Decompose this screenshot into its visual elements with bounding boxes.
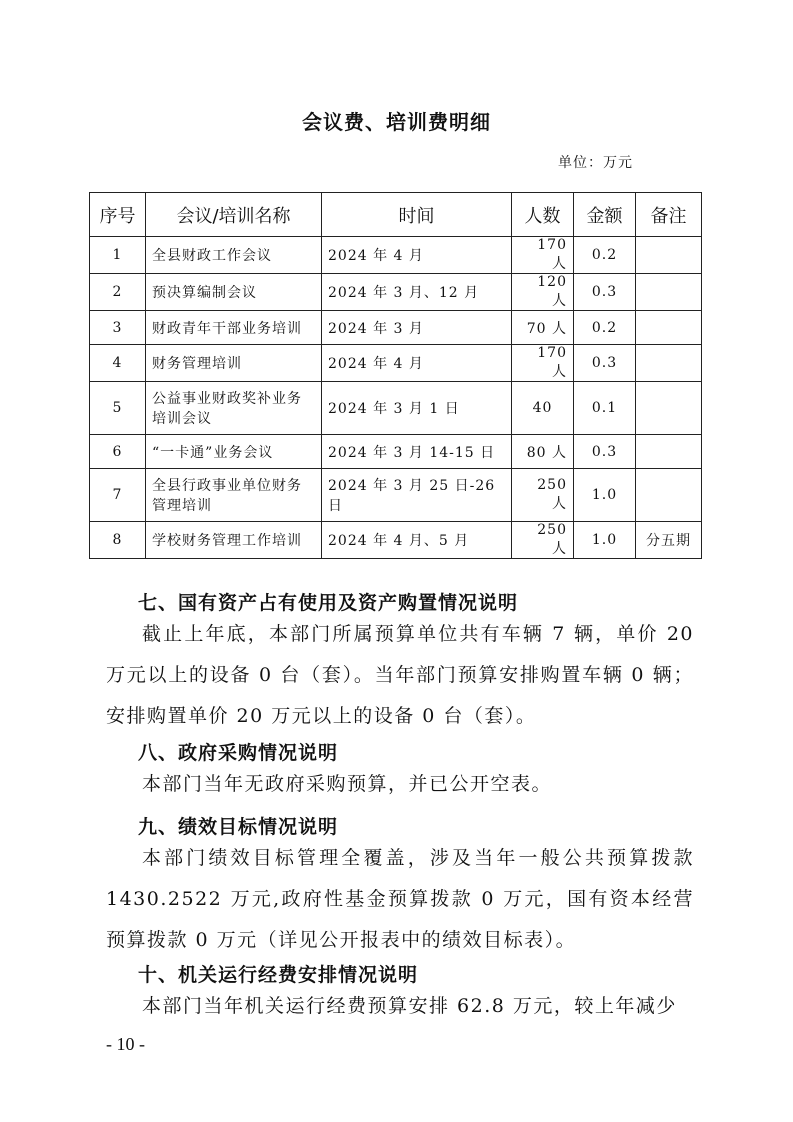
table-row xyxy=(90,274,702,311)
row-amount: 0.3 xyxy=(574,274,636,311)
row-people: 120 人 xyxy=(512,274,574,311)
table-row xyxy=(90,382,702,435)
row-amount: 0.1 xyxy=(574,382,636,435)
section-body-procurement: 本部门当年无政府采购预算，并已公开空表。 xyxy=(142,773,553,795)
row-time: 2024 年 3 月 25 日-26 日 xyxy=(322,469,512,522)
row-remark xyxy=(636,435,702,469)
header-amount: 金额 xyxy=(574,193,636,237)
row-remark: 分五期 xyxy=(636,522,702,559)
row-amount: 1.0 xyxy=(574,522,636,559)
row-amount: 0.3 xyxy=(574,435,636,469)
row-amount: 1.0 xyxy=(574,469,636,522)
row-people: 70 人 xyxy=(512,311,574,345)
row-amount: 0.3 xyxy=(574,345,636,382)
row-people: 80 人 xyxy=(512,435,574,469)
header-time: 时间 xyxy=(322,193,512,237)
row-remark xyxy=(636,345,702,382)
row-people: 170 人 xyxy=(512,345,574,382)
row-index: 2 xyxy=(90,274,146,311)
section-heading-assets: 七、国有资产占有使用及资产购置情况说明 xyxy=(138,592,519,614)
meeting-training-table xyxy=(89,192,702,559)
row-time: 2024 年 4 月、5 月 xyxy=(322,522,512,559)
table-header-row xyxy=(90,193,702,237)
row-remark xyxy=(636,274,702,311)
section-heading-operating-costs: 十、机关运行经费安排情况说明 xyxy=(138,964,419,986)
table-row xyxy=(90,311,702,345)
table-title: 会议费、培训费明细 xyxy=(302,110,491,134)
section-body-assets: 截止上年底，本部门所属预算单位共有车辆 7 辆，单价 20 万元以上的设备 0 台（套）。当年部门预算安排购置车辆 0 辆；安排购置单价 20 万元以上的设备 0 台（套）。 xyxy=(106,623,694,727)
page-number: - 10 - xyxy=(106,1034,145,1054)
section-heading-performance: 九、绩效目标情况说明 xyxy=(138,816,339,838)
unit-label: 单位：万元 xyxy=(558,155,633,171)
row-name: 学校财务管理工作培训 xyxy=(146,522,322,559)
row-people: 40 xyxy=(512,382,574,435)
row-time: 2024 年 3 月、12 月 xyxy=(322,274,512,311)
table-row xyxy=(90,237,702,274)
row-amount: 0.2 xyxy=(574,237,636,274)
section-heading-procurement: 八、政府采购情况说明 xyxy=(138,742,339,764)
row-remark xyxy=(636,311,702,345)
row-index: 1 xyxy=(90,237,146,274)
row-index: 3 xyxy=(90,311,146,345)
row-people: 250 人 xyxy=(512,469,574,522)
table-row xyxy=(90,345,702,382)
header-remark: 备注 xyxy=(636,193,702,237)
row-time: 2024 年 4 月 xyxy=(322,345,512,382)
row-name: 财务管理培训 xyxy=(146,345,322,382)
row-index: 7 xyxy=(90,469,146,522)
row-index: 5 xyxy=(90,382,146,435)
row-name: 公益事业财政奖补业务培训会议 xyxy=(146,382,322,435)
row-name: 全县行政事业单位财务管理培训 xyxy=(146,469,322,522)
section-body-performance: 本部门绩效目标管理全覆盖，涉及当年一般公共预算拨款 1430.2522 万元,政府性基金预算拨款 0 万元，国有资本经营预算拨款 0 万元（详见公开报表中的绩效目标表）。 xyxy=(106,847,694,951)
row-time: 2024 年 3 月 1 日 xyxy=(322,382,512,435)
row-time: 2024 年 4 月 xyxy=(322,237,512,274)
row-time: 2024 年 3 月 xyxy=(322,311,512,345)
row-name: 财政青年干部业务培训 xyxy=(146,311,322,345)
header-name: 会议/培训名称 xyxy=(146,193,322,237)
row-name: “一卡通”业务会议 xyxy=(146,435,322,469)
row-time: 2024 年 3 月 14-15 日 xyxy=(322,435,512,469)
row-amount: 0.2 xyxy=(574,311,636,345)
section-body-operating-costs: 本部门当年机关运行经费预算安排 62.8 万元，较上年减少 xyxy=(142,995,677,1017)
row-index: 6 xyxy=(90,435,146,469)
row-name: 预决算编制会议 xyxy=(146,274,322,311)
row-people: 170 人 xyxy=(512,237,574,274)
row-name: 全县财政工作会议 xyxy=(146,237,322,274)
row-remark xyxy=(636,469,702,522)
row-remark xyxy=(636,382,702,435)
row-people: 250 人 xyxy=(512,522,574,559)
row-remark xyxy=(636,237,702,274)
header-people: 人数 xyxy=(512,193,574,237)
table-row xyxy=(90,435,702,469)
row-index: 8 xyxy=(90,522,146,559)
table-row xyxy=(90,469,702,522)
table-row xyxy=(90,522,702,559)
row-index: 4 xyxy=(90,345,146,382)
header-index: 序号 xyxy=(90,193,146,237)
